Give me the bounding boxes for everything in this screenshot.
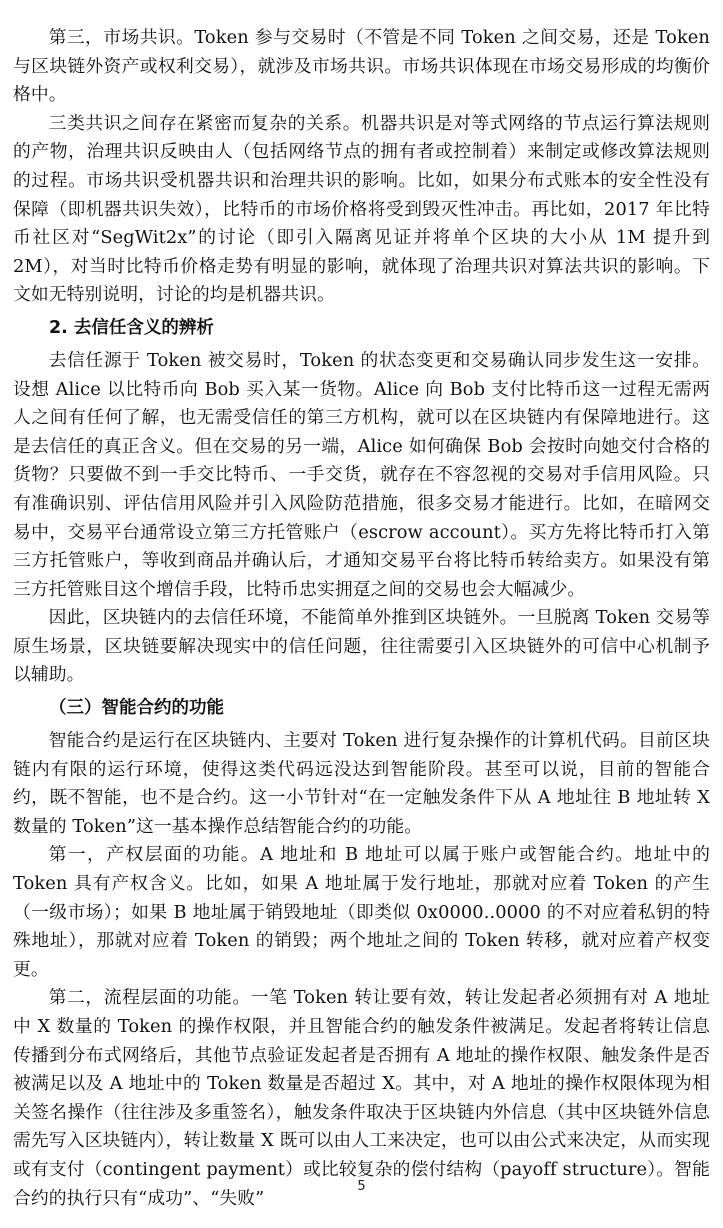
section-heading-smart-contract: （三）智能合约的功能: [49, 698, 224, 719]
paragraph-property-function: 第一，产权层面的功能。A 地址和 B 地址可以属于账户或智能合约。地址中的 Token 具有产权含义。比如，如果 A 地址属于发行地址，那就对应着 Token 的产生（一级市场）；如果 B 地址属于销毁地址（即类似 0x0000..0000 的不对应着私钥的特殊地址），那就对应着 Token 的销毁；两个地址之间的 Token 转移，就对应着产权变更。: [13, 844, 711, 980]
paragraph-process-function: 第二，流程层面的功能。一笔 Token 转让要有效，转让发起者必须拥有对 A 地址中 X 数量的 Token 的操作权限，并且智能合约的触发条件被满足。发起者将转让信息传播到分布式网络后，其他节点验证发起者是否拥有 A 地址的操作权限、触发条件是否被满足以及 A 地址中的 Token 数量是否超过 X。其中，对 A 地址的操作权限体现为相关签名操作（往往涉及多重签名），触发条件取决于区块链内外信息（其中区块链外信息需先写入区块链内），转让数量 X 既可以由人工来决定，也可以由公式来决定，从而实现或有支付（contingent payment）或比较复杂的偿付结构（payoff structure）。智能合约的执行只有“成功”、“失败”: [13, 987, 710, 1209]
paragraph-trustless-limits: 因此，区块链内的去信任环境，不能简单外推到区块链外。一旦脱离 Token 交易等原生场景，区块链要解决现实中的信任问题，往往需要引入区块链外的可信中心机制予以辅助。: [13, 607, 710, 686]
paragraph-market-consensus: 第三，市场共识。Token 参与交易时（不管是不同 Token 之间交易，还是 Token 与区块链外资产或权利交易），就涉及市场共识。市场共识体现在市场交易形成的均衡价格中。: [13, 27, 710, 106]
section-heading-trustless: 2. 去信任含义的辨析: [49, 317, 214, 338]
paragraph-trustless-meaning: 去信任源于 Token 被交易时，Token 的状态变更和交易确认同步发生这一安排。设想 Alice 以比特币向 Bob 买入某一货物。Alice 向 Bob 支付比特币这一过程无需两人之间有任何了解，也无需受信任的第三方机构，就可以在区块链内有保障地进行。这是去信任的真正含义。但在交易的另一端，Alice 如何确保 Bob 会按时向她交付合格的货物？只要做不到一手交比特币、一手交货，就存在不容忽视的交易对手信用风险。只有准确识别、评估信用风险并引入风险防范措施，很多交易才能进行。比如，在暗网交易中，交易平台通常设立第三方托管账户（escrow account）。买方先将比特币打入第三方托管账户，等收到商品并确认后，才通知交易平台将比特币转给卖方。如果没有第三方托管账目这个增信手段，比特币忠实拥趸之间的交易也会大幅减少。: [13, 349, 710, 600]
page-number: 5: [357, 1179, 366, 1194]
document-body: [13, 24, 710, 1213]
paragraph-consensus-relationship: 三类共识之间存在紧密而复杂的关系。机器共识是对等式网络的节点运行算法规则的产物，治理共识反映由人（包括网络节点的拥有者或控制着）来制定或修改算法规则的过程。市场共识受机器共识和治理共识的影响。比如，如果分布式账本的安全性没有保障（即机器共识失效），比特币的市场价格将受到毁灭性冲击。再比如，2017 年比特币社区对“SegWit2x”的讨论（即引入隔离见证并将单个区块的大小从 1M 提升到 2M），对当时比特币价格走势有明显的影响，就体现了治理共识对算法共识的影响。下文如无特别说明，讨论的均是机器共识。: [13, 112, 710, 306]
paragraph-smart-contract-intro: 智能合约是运行在区块链内、主要对 Token 进行复杂操作的计算机代码。目前区块链内有限的运行环境，使得这类代码远没达到智能阶段。甚至可以说，目前的智能合约，既不智能，也不是合约。这一小节针对“在一定触发条件下从 A 地址往 B 地址转 X 数量的 Token”这一基本操作总结智能合约的功能。: [13, 730, 710, 837]
